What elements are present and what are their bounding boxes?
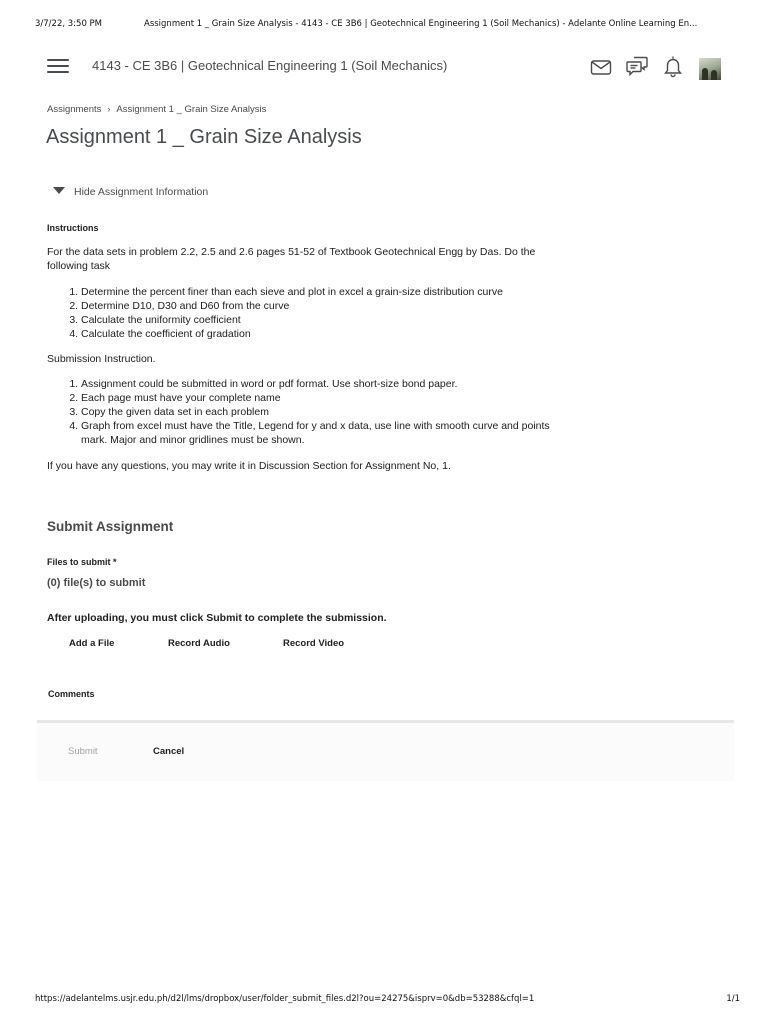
toggle-label: Hide Assignment Information [74,186,209,198]
list-item: 4. Calculate the coefficient of gradation [81,327,567,341]
instructions-label: Instructions [47,223,99,233]
menu-icon[interactable] [47,58,69,74]
files-to-submit-label: Files to submit * [47,557,117,567]
print-page-number: 1/1 [726,994,740,1004]
print-datetime: 3/7/22, 3:50 PM [35,19,103,29]
submit-footer-bar [37,720,734,781]
record-audio-button[interactable]: Record Audio [168,638,230,649]
questions-note: If you have any questions, you may write it in Discussion Section for Assignment No, 1. [47,460,451,472]
mail-icon[interactable] [589,56,613,80]
add-file-button[interactable]: Add a File [69,638,115,649]
list-item: 2. Determine D10, D30 and D60 from the curve [81,299,567,313]
record-video-button[interactable]: Record Video [283,638,345,649]
list-item: 1. Assignment could be submitted in word or pdf format. Use short-size bond paper. [81,377,567,391]
list-item: 1. Determine the percent finer than each sieve and plot in excel a grain-size distribution curve [81,285,567,299]
breadcrumb [47,104,266,115]
comments-label: Comments [48,689,95,699]
print-footer [35,994,740,1004]
breadcrumb-assignments-link[interactable]: Assignments [47,104,102,115]
chat-icon[interactable] [625,54,649,78]
hide-assignment-info-toggle[interactable] [53,186,208,198]
submission-list [47,377,567,447]
after-upload-note: After uploading, you must click Submit to complete the submission. [47,612,387,624]
list-item: 3. Copy the given data set in each problem [81,405,567,419]
print-url: https://adelantelms.usjr.edu.ph/d2l/lms/dropbox/user/folder_submit_files.d2l?ou=24275&isprv=0&db=53288&cfql=1 [35,994,535,1004]
bell-icon[interactable] [661,54,685,78]
cancel-button[interactable]: Cancel [153,746,185,757]
submit-button[interactable]: Submit [68,746,98,757]
avatar[interactable] [699,58,721,80]
print-page-title: Assignment 1 _ Grain Size Analysis - 4143 - CE 3B6 | Geotechnical Engineering 1 (Soil Mechanics) - Adelante Online Learning En... [144,19,698,29]
files-count: (0) file(s) to submit [47,577,146,589]
task-list [47,285,567,341]
breadcrumb-current: Assignment 1 _ Grain Size Analysis [116,104,267,115]
print-header [35,19,740,29]
list-item: 3. Calculate the uniformity coefficient [81,313,567,327]
page-title: Assignment 1 _ Grain Size Analysis [46,126,362,148]
list-item: 2. Each page must have your complete name [81,391,567,405]
submission-instruction-label: Submission Instruction. [47,353,156,365]
submit-assignment-heading: Submit Assignment [47,519,174,534]
course-title[interactable]: 4143 - CE 3B6 | Geotechnical Engineering 1 (Soil Mechanics) [92,58,448,73]
breadcrumb-separator: › [107,104,111,114]
top-navbar [35,48,733,88]
instructions-intro: For the data sets in problem 2.2, 2.5 and 2.6 pages 51-52 of Textbook Geotechnical Engg by Das. Do the following task [47,246,536,272]
caret-down-icon [53,187,65,194]
list-item: 4. Graph from excel must have the Title, Legend for y and x data, use line with smooth curve and points mark. Major and minor gridlines must be shown. [81,419,567,447]
